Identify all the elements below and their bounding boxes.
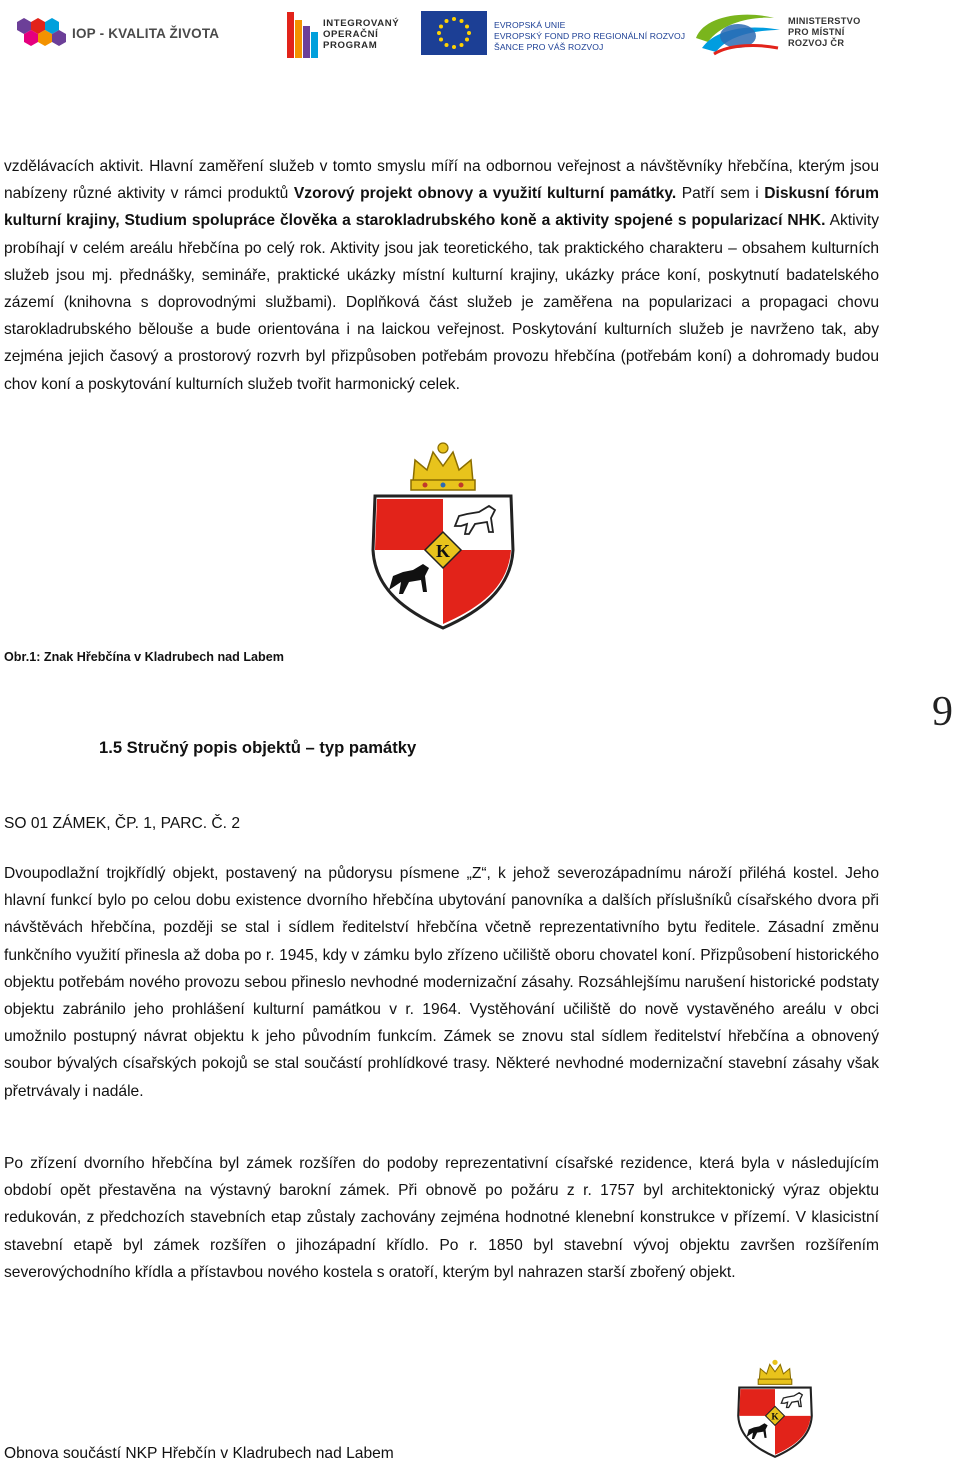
program-bars-icon	[287, 12, 319, 58]
mmr-line-2: PRO MÍSTNÍ	[788, 27, 845, 37]
eu-line-3: ŠANCE PRO VÁŠ ROZVOJ	[494, 42, 604, 52]
section-heading: 1.5 Stručný popis objektů – typ památky	[99, 738, 417, 757]
figure-caption: Obr.1: Znak Hřebčína v Kladrubech nad Labem	[4, 650, 284, 664]
mmr-line-1: MINISTERSTVO	[788, 16, 861, 26]
eu-line-2: EVROPSKÝ FOND PRO REGIONÁLNÍ ROZVOJ	[494, 31, 686, 41]
iop-logo	[16, 8, 221, 62]
crown-icon	[411, 443, 475, 490]
header-logo-bar	[0, 8, 960, 62]
footer-emblem-letter: K	[771, 1412, 779, 1423]
iop-logo-text: IOP - KVALITA ŽIVOTA	[72, 26, 220, 41]
para1-text-2: Patří sem i	[676, 185, 765, 203]
hexagon-cluster-icon	[16, 16, 66, 54]
para1-bold-1: Vzorový projekt obnovy a využití kulturní památky.	[293, 185, 677, 203]
integrated-program-logo	[287, 8, 407, 62]
eu-line-1: EVROPSKÁ UNIE	[494, 20, 566, 30]
iop2-line-2: OPERAČNÍ	[323, 29, 379, 40]
iop2-line-3: PROGRAM	[323, 40, 378, 51]
ministry-logo-text	[788, 16, 861, 49]
para1-bold-2: Diskusní fórum kulturní krajiny, Studium spolupráce člověka a starokladrubského koně a aktivity spojené s popularizací NHK.	[4, 185, 879, 230]
integrated-program-text	[323, 18, 399, 51]
para1-text-3: Aktivity probíhají v celém areálu hřebčína po celý rok. Aktivity jsou jak teoretického, tak praktického charakteru – obsahem kulturních služeb jsou mj. přednášky, semináře, praktické ukázky místní kulturní krajiny, ukázky práce koní, poskytnutí badatelského zázemí (knihovna s doprovodnými službami). Doplňková část služeb je zaměřena na popularizaci a propagaci chovu starokladrubského bělouše a bude orientována i na laickou veřejnost. Poskytování kulturních služeb je navrženo tak, aby zejména jejich časový a prostorový rozvrh byl přizpůsoben potřebám provozu hřebčína (potřebám koní) a dohromady budou chov koní a poskytování kulturních služeb tvořit harmonický celek.	[4, 212, 879, 393]
castle-history-paragraph: Po zřízení dvorního hřebčína byl zámek rozšířen do podoby reprezentativní císařské rezidence, která byla v následujícím období opět přestavěna na výstavný barokní zámek. Při obnově po požáru z r. 1757 byl architektonický výraz objektu redukován, z předchozích stavebních etap zůstaly zachovány zejména hodnotné klenební konstrukce v přízemí. V klasicistní stavební etapě byl zámek rozšířen o jihozápadní křídlo. Po r. 1850 byl stavební vývoj objektu završen rozšířením severovýchodního křídla a přístavbou nového kostela s oratoří, kterým byl nahrazen starší zbořený objekt.	[4, 1155, 879, 1281]
footer-emblem	[733, 1352, 817, 1464]
mmr-line-3: ROZVOJ ČR	[788, 38, 845, 48]
para1-text-1: vzdělávacích aktivit. Hlavní zaměření služeb v tomto smyslu míří na odbornou veřejnost a návštěvníky hřebčína, kterým jsou nabízeny různé aktivity v rámci produktů	[4, 158, 879, 203]
kladruby-emblem	[363, 440, 523, 630]
eu-logo	[421, 8, 686, 62]
ministry-swoosh-icon	[694, 8, 782, 58]
eu-logo-text	[494, 20, 685, 53]
castle-description-paragraph: Dvoupodlažní trojkřídlý objekt, postavený na půdorysu písmene „Z“, k jehož severozápadnímu nároží přiléhá kostel. Jeho hlavní funkcí bylo po celou dobu existence dvorního hřebčína ubytování panovníka a dalších příslušníků císařského dvora při návštěvách hřebčína, později se stal i sídlem ředitelství hřebčína včetně reprezentativního bytu ředitele. Zásadní změnu funkčního využití přinesla až doba po r. 1945, kdy v zámku bylo zřízeno učiliště oboru chovatel koní. Přizpůsobení historického objektu potřebám nového provozu sebou přineslo nevhodné modernizační zásahy. Rozsáhlejšímu narušení historické podstaty objektu zabránilo jeho prohlášení kulturní památkou v r. 1964. Vystěhování učiliště do nově vystavěného areálu v obci umožnilo postupný návrat objektu k jeho původním funkcím. Zámek se znovu stal sídlem ředitelství hřebčína a obnovený soubor bývalých císařských pokojů se stal součástí prohlídkové trasy. Některé nevhodné modernizační stavební zásahy však přetrvávaly i nadále.	[4, 865, 879, 1100]
footer-text: Obnova součástí NKP Hřebčín v Kladrubech nad Labem	[4, 1445, 394, 1462]
intro-paragraph	[4, 153, 879, 398]
object-heading: SO 01 ZÁMEK, ČP. 1, PARC. Č. 2	[4, 815, 241, 832]
page-number: 9	[932, 689, 953, 735]
eu-flag-icon	[421, 11, 487, 55]
iop2-line-1: INTEGROVANÝ	[323, 18, 400, 29]
ministry-logo	[694, 8, 960, 62]
emblem-letter: K	[435, 541, 451, 561]
